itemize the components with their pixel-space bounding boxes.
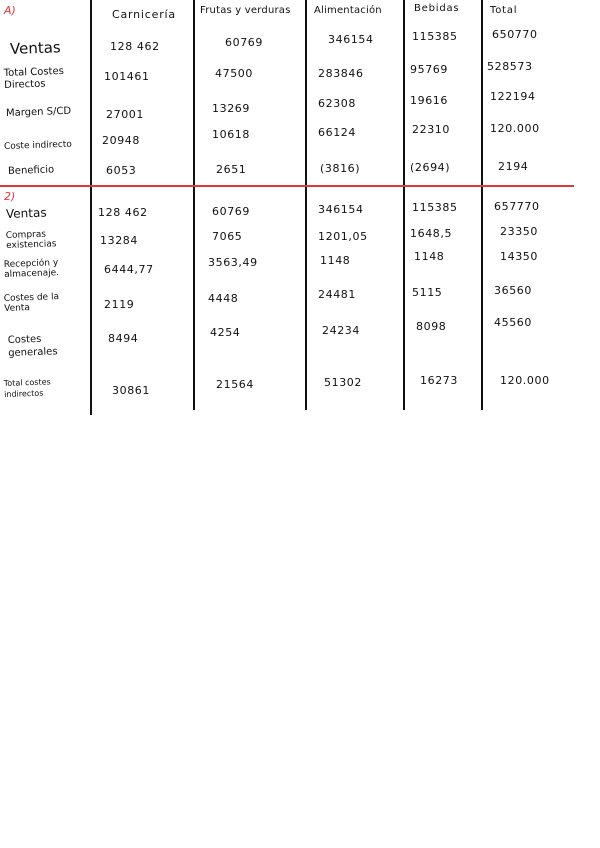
t1-cell: 101461 [104, 70, 150, 83]
t2-cell: 1201,05 [318, 230, 368, 243]
t2-cell: 51302 [324, 376, 362, 389]
t2-cell: 6444,77 [104, 263, 154, 276]
t2-cell: 120.000 [500, 374, 550, 387]
section-divider [0, 185, 574, 187]
t2-cell: 23350 [500, 225, 538, 238]
t1-cell: 62308 [318, 97, 356, 110]
column-header-bebidas: Bebidas [414, 3, 460, 14]
t2-row-label-recepcion: Recepción y almacenaje. [3, 258, 60, 280]
t2-cell: 21564 [216, 378, 254, 391]
t1-cell: 346154 [328, 33, 374, 46]
grid-line-1 [90, 0, 92, 415]
column-header-total: Total [490, 5, 518, 16]
t2-cell: 24234 [322, 324, 360, 337]
t2-cell: 24481 [318, 288, 356, 301]
t2-row-label-costes-venta: Costes de la Venta [3, 292, 60, 314]
t2-cell: 115385 [412, 201, 458, 214]
t2-cell: 8494 [108, 332, 139, 345]
t1-cell: 10618 [212, 128, 250, 141]
grid-line-5 [481, 0, 483, 410]
t2-cell: 4448 [208, 292, 239, 305]
t2-cell: 8098 [416, 320, 447, 333]
t2-row-label-costes-generales: Costes generales [7, 333, 58, 359]
t1-row-label-costes-directos: Total Costes Directos [3, 65, 65, 91]
t2-cell: 4254 [210, 326, 241, 339]
t2-row-label-total-costes: Total costes indirectos [3, 377, 51, 399]
t2-cell: 7065 [212, 230, 243, 243]
t1-row-label-beneficio: Beneficio [7, 164, 55, 177]
t1-cell: 19616 [410, 94, 448, 107]
t1-cell: 128 462 [110, 40, 160, 53]
t2-cell: 346154 [318, 203, 364, 216]
t1-cell: 66124 [318, 126, 356, 139]
t1-cell: 122194 [490, 90, 536, 103]
grid-line-2 [193, 0, 195, 410]
t1-cell: 650770 [492, 28, 538, 41]
t1-row-label-margen: Margen S/CD [5, 105, 72, 119]
t2-cell: 16273 [420, 374, 458, 387]
t2-cell: 128 462 [98, 206, 148, 219]
t2-cell: 14350 [500, 250, 538, 263]
column-header-frutas: Frutas y verduras [200, 5, 291, 16]
t2-cell: 3563,49 [208, 256, 258, 269]
t1-cell: 47500 [215, 67, 253, 80]
t1-cell: 120.000 [490, 122, 540, 135]
t1-cell: 27001 [106, 108, 144, 121]
t1-cell: 60769 [225, 36, 263, 49]
t1-cell: 95769 [410, 63, 448, 76]
t1-row-label-coste-indirecto: Coste indirecto [3, 139, 72, 152]
t2-cell: 1648,5 [410, 227, 453, 240]
column-header-carniceria: Carnicería [112, 8, 176, 21]
t2-cell: 36560 [494, 284, 532, 297]
section-b-marker: 2) [4, 190, 16, 203]
t1-cell: 6053 [106, 164, 137, 177]
t2-row-label-compras: Compras existencias [5, 229, 57, 251]
t2-cell: 1148 [320, 254, 351, 267]
t2-cell: 60769 [212, 205, 250, 218]
t1-cell: 2194 [498, 160, 529, 173]
t1-cell: 115385 [412, 30, 458, 43]
t1-cell: 20948 [102, 134, 140, 147]
grid-line-3 [305, 0, 307, 410]
t1-cell: (2694) [410, 161, 451, 174]
t1-cell: (3816) [320, 162, 361, 175]
t1-cell: 22310 [412, 123, 450, 136]
section-a-marker: A) [4, 4, 16, 17]
t1-cell: 528573 [487, 60, 533, 73]
grid-line-4 [403, 0, 405, 410]
t2-cell: 45560 [494, 316, 532, 329]
t2-cell: 30861 [112, 384, 150, 397]
t2-cell: 2119 [104, 298, 135, 311]
t2-cell: 1148 [414, 250, 445, 263]
t1-cell: 283846 [318, 67, 364, 80]
t1-row-label-ventas: Ventas [9, 38, 62, 58]
column-header-alimentacion: Alimentación [314, 5, 382, 16]
t2-row-label-ventas: Ventas [5, 205, 47, 221]
t2-cell: 5115 [412, 286, 443, 299]
t1-cell: 2651 [216, 163, 247, 176]
t1-cell: 13269 [212, 102, 250, 115]
t2-cell: 657770 [494, 200, 540, 213]
t2-cell: 13284 [100, 234, 138, 247]
